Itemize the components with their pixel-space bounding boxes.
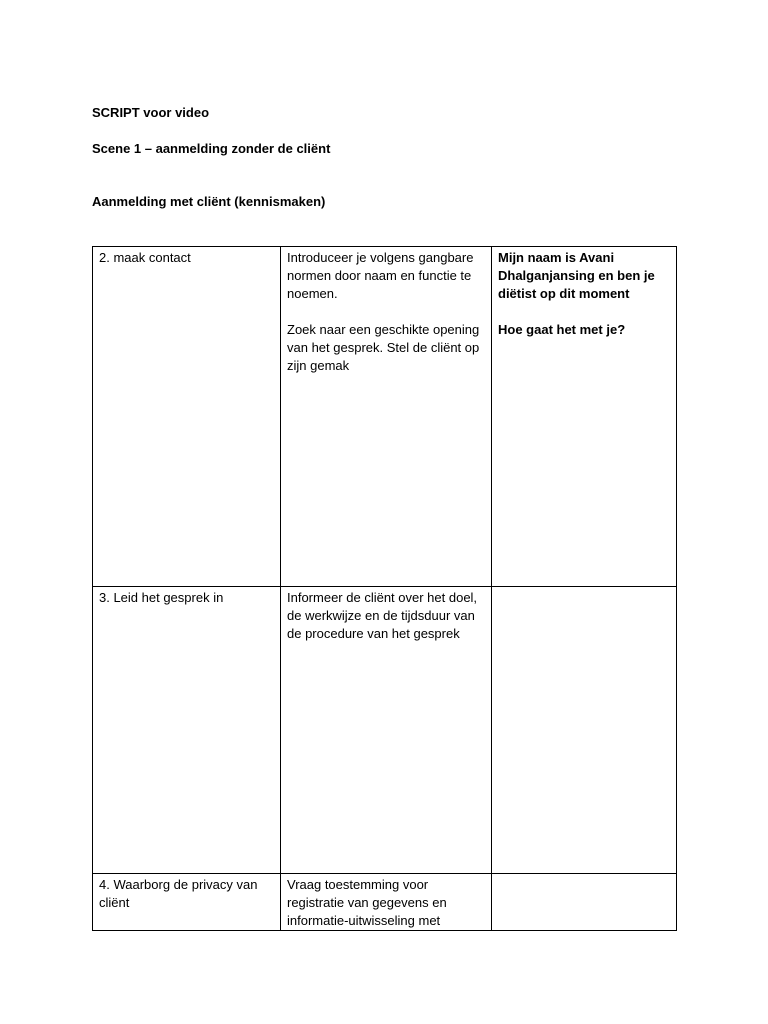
script-cell [492, 247, 677, 587]
table-row [93, 874, 677, 931]
instruction-text: Vraag toestemming voor registratie van gegevens en informatie-uitwisseling met [287, 877, 447, 928]
document-title: SCRIPT voor video [92, 105, 210, 120]
table-row [93, 587, 677, 874]
script-table [92, 246, 677, 931]
step-cell [93, 874, 281, 931]
step-label: 2. maak contact [99, 250, 191, 265]
step-cell [93, 587, 281, 874]
scene-heading: Scene 1 – aanmelding zonder de cliënt [92, 141, 331, 156]
instruction-text: Introduceer je volgens gangbare normen door naam en functie te noemen. [287, 250, 474, 301]
script-line: Hoe gaat het met je? [498, 322, 626, 337]
script-cell [492, 587, 677, 874]
script-cell [492, 874, 677, 931]
instruction-cell [281, 247, 492, 587]
step-label: 4. Waarborg de privacy van cliënt [99, 877, 258, 910]
instruction-text: Zoek naar een geschikte opening van het gesprek. Stel de cliënt op zijn gemak [287, 322, 480, 373]
instruction-text: Informeer de cliënt over het doel, de werkwijze en de tijdsduur van de procedure van het gesprek [287, 590, 478, 641]
table-row [93, 247, 677, 587]
script-line: Mijn naam is Avani Dhalganjansing en ben je diëtist op dit moment [498, 250, 655, 301]
step-cell [93, 247, 281, 587]
instruction-cell [281, 874, 492, 931]
step-label: 3. Leid het gesprek in [99, 590, 224, 605]
instruction-cell [281, 587, 492, 874]
section-heading: Aanmelding met cliënt (kennismaken) [92, 194, 326, 209]
